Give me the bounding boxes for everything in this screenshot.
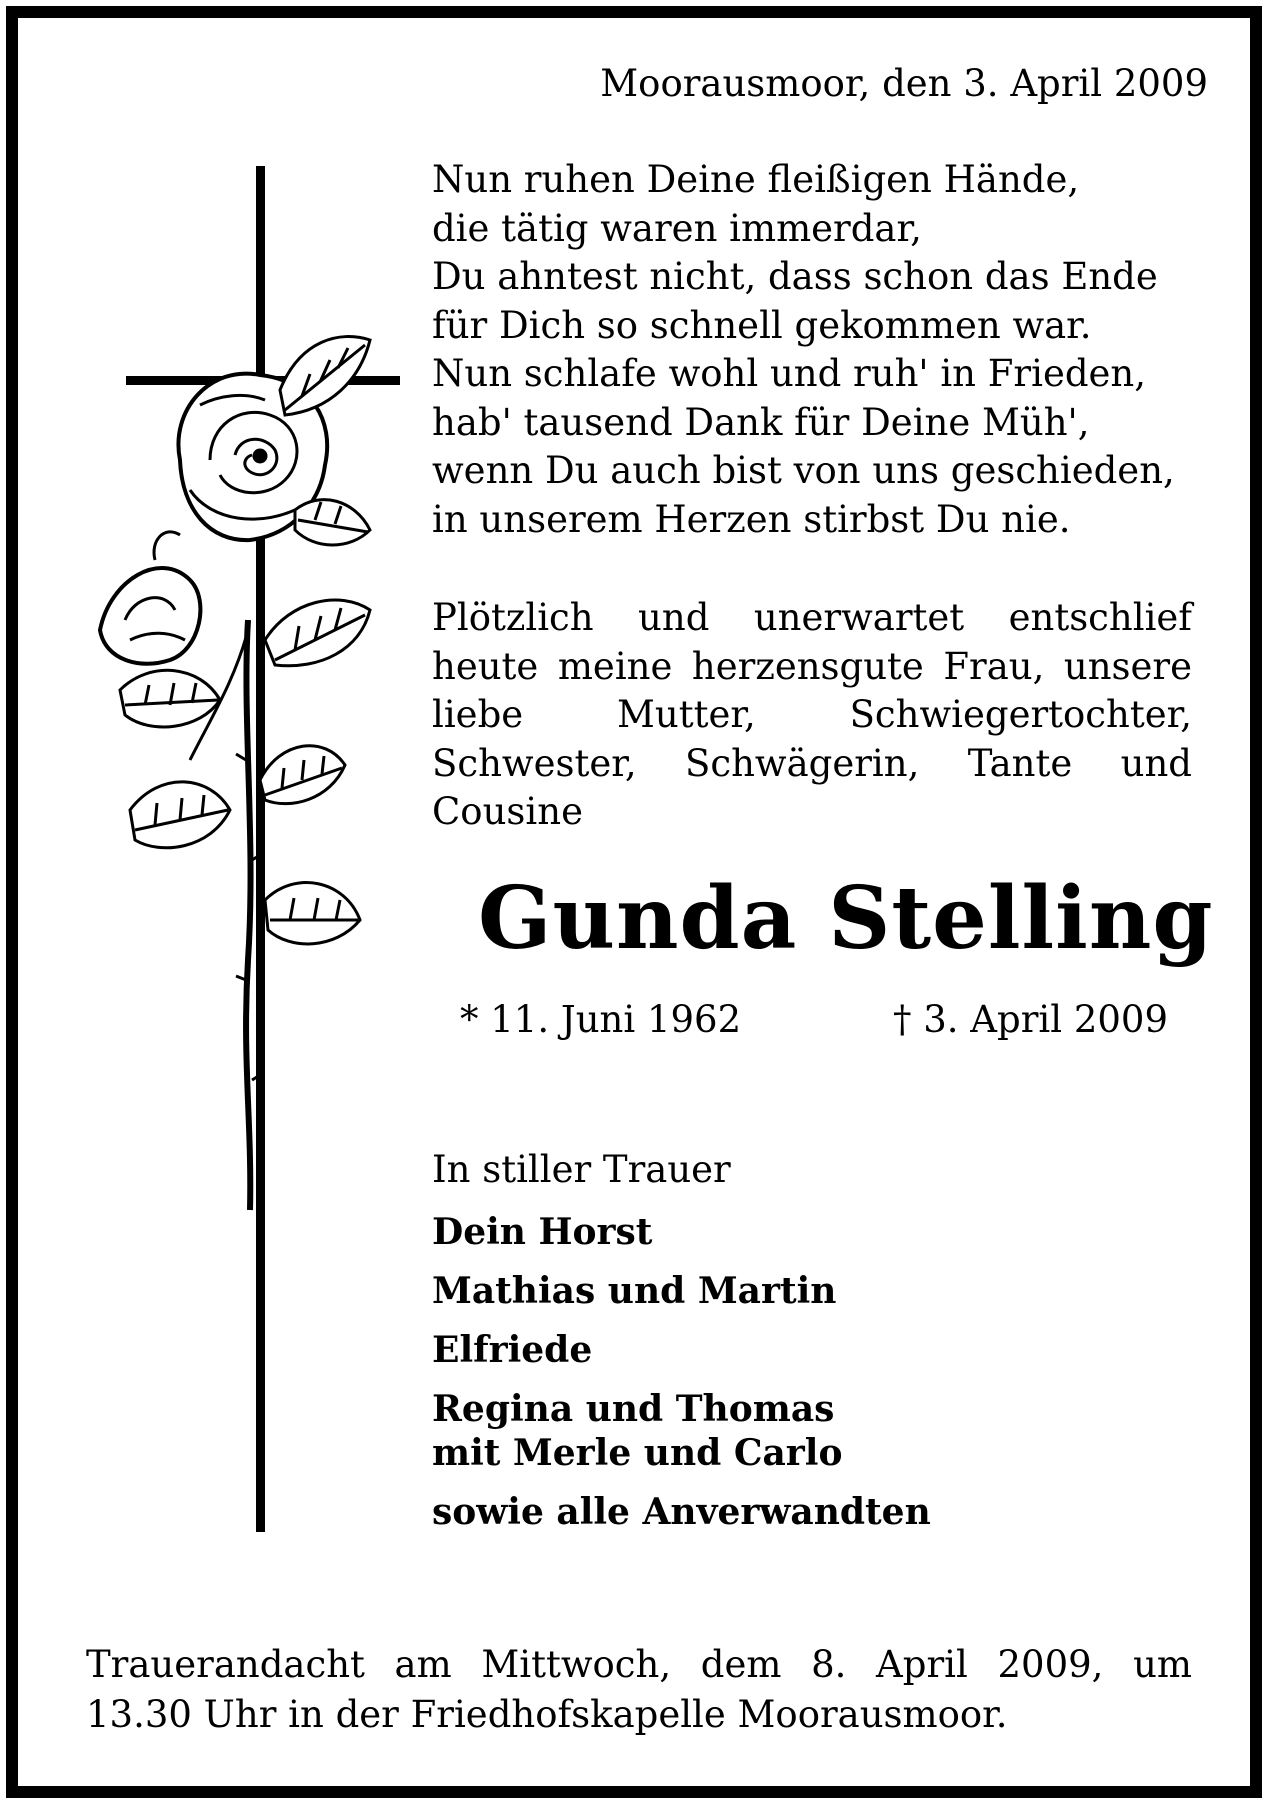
mourner: sowie alle Anverwandten xyxy=(432,1491,931,1533)
deceased-name: Gunda Stelling xyxy=(478,868,1214,969)
announcement xyxy=(432,594,1192,837)
poem-line: in unserem Herzen stirbst Du nie. xyxy=(432,497,1071,541)
cross-rose-artwork xyxy=(70,160,410,1540)
announcement-line: Cousine xyxy=(432,790,583,833)
poem-line: Nun schlafe wohl und ruh' in Frieden, xyxy=(432,352,1147,395)
mourner: Dein Horst xyxy=(432,1211,653,1253)
poem-line: für Dich so schnell gekommen war. xyxy=(432,303,1092,347)
birth-date: * 11. Juni 1962 xyxy=(460,998,742,1041)
mourners-list xyxy=(432,1210,1132,1549)
service-line: 13.30 Uhr in der Friedhofskapelle Moorausmoor. xyxy=(86,1693,1008,1736)
poem xyxy=(432,156,1192,544)
mourner: mit Merle und Carlo xyxy=(432,1432,843,1474)
poem-line: Nun ruhen Deine fleißigen Hände, xyxy=(432,158,1080,201)
announcement-line: liebe Mutter, Schwiegertochter, xyxy=(432,693,1192,736)
place-date: Moorausmoor, den 3. April 2009 xyxy=(600,62,1208,105)
service-line: Trauerandacht am Mittwoch, dem 8. April 2009, um xyxy=(86,1643,1192,1686)
service-notice xyxy=(86,1640,1192,1740)
mourning-label: In stiller Trauer xyxy=(432,1148,731,1191)
mourner: Mathias und Martin xyxy=(432,1270,837,1312)
mourner: Regina und Thomas xyxy=(432,1388,835,1430)
poem-line: Du ahntest nicht, dass schon das Ende xyxy=(432,255,1158,298)
announcement-line: Plötzlich und unerwartet entschlief xyxy=(432,596,1192,639)
poem-line: hab' tausend Dank für Deine Müh', xyxy=(432,400,1090,444)
announcement-line: heute meine herzensgute Frau, unsere xyxy=(432,644,1192,688)
announcement-line: Schwester, Schwägerin, Tante und xyxy=(432,741,1192,785)
death-date: † 3. April 2009 xyxy=(892,998,1168,1041)
mourner: Elfriede xyxy=(432,1329,593,1371)
poem-line: die tätig waren immerdar, xyxy=(432,206,922,250)
rose-icon xyxy=(100,337,370,1210)
poem-line: wenn Du auch bist von uns geschieden, xyxy=(432,449,1175,492)
